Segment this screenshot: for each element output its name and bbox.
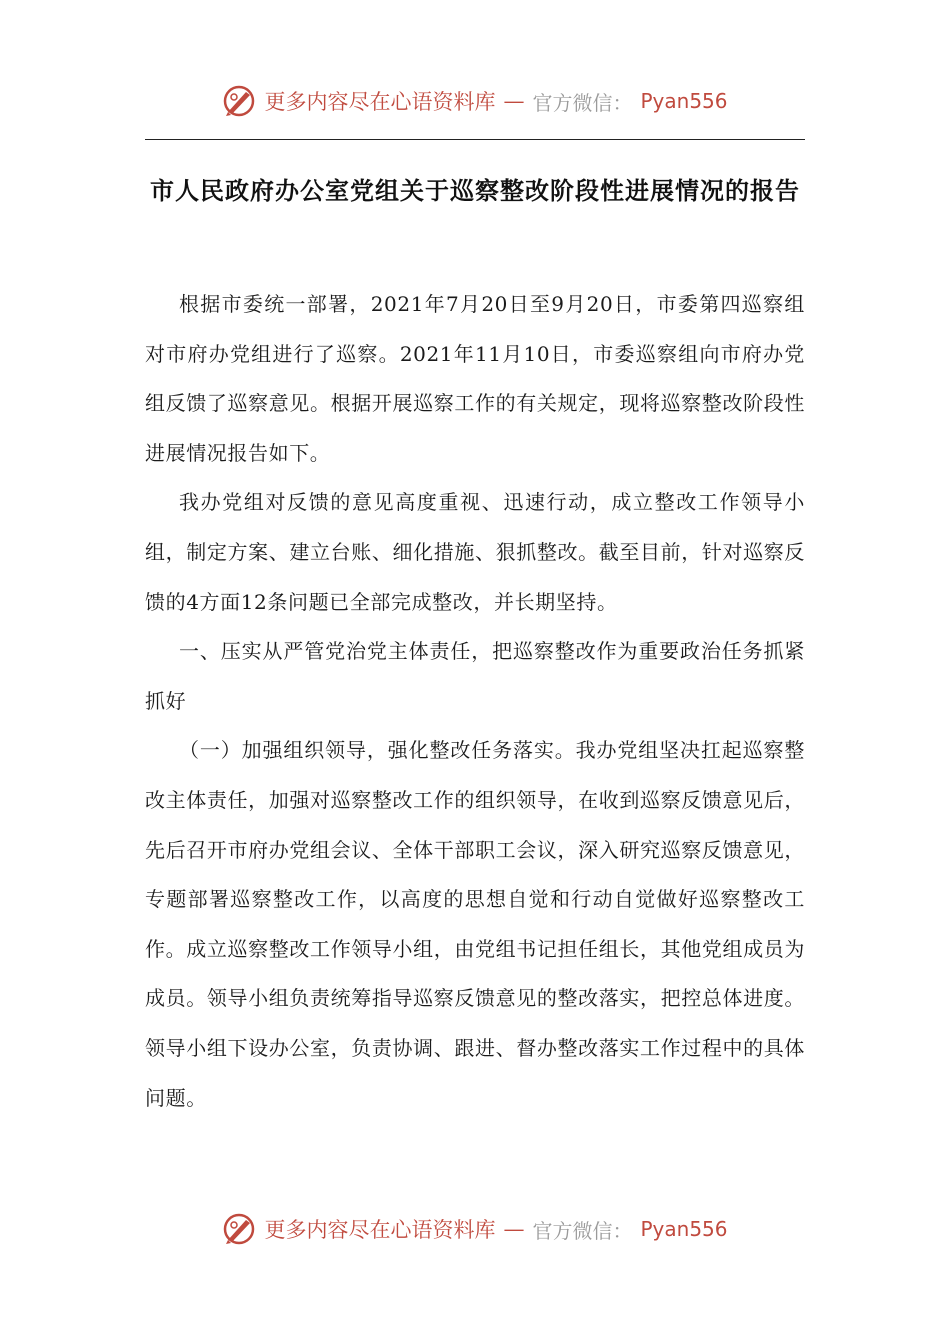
pen-circle-logo-icon [222, 84, 256, 118]
section-heading: 一、压实从严管党治党主体责任，把巡察整改作为重要政治任务抓紧抓好 [145, 639, 805, 713]
pen-circle-logo-icon [222, 1212, 256, 1246]
document-title: 市人民政府办公室党组关于巡察整改阶段性进展情况的报告 [150, 177, 800, 205]
paragraph: 根据市委统一部署，2021年7月20日至9月20日，市委第四巡察组对市府办党组进行了巡察。2021年11月10日，市委巡察组向市府办党组反馈了巡察意见。根据开展巡察工作的有关规定，现将巡察整改阶段性进展情况报告如下。 [145, 292, 805, 465]
watermark-contact-label: 官方微信： [532, 90, 633, 115]
watermark-contact-id: Pyan556 [640, 89, 728, 113]
watermark-contact-label: 官方微信： [532, 1218, 633, 1243]
watermark-dash: — [503, 89, 525, 113]
watermark-text: 更多内容尽在心语资料库 [264, 1218, 496, 1242]
watermark-text: 更多内容尽在心语资料库 [264, 90, 496, 114]
header-divider [145, 139, 805, 140]
paragraph: （一）加强组织领导，强化整改任务落实。我办党组坚决扛起巡察整改主体责任，加强对巡察整改工作的组织领导，在收到巡察反馈意见后，先后召开市府办党组会议、全体干部职工会议，深入研究巡察反馈意见，专题部署巡察整改工作，以高度的思想自觉和行动自觉做好巡察整改工作。成立巡察整改工作领导小组，由党组书记担任组长，其他党组成员为成员。领导小组负责统筹指导巡察反馈意见的整改落实，把控总体进度。领导小组下设办公室，负责协调、跟进、督办整改落实工作过程中的具体问题。 [145, 738, 805, 1110]
watermark-dash: — [503, 1217, 525, 1241]
header-watermark [0, 84, 950, 118]
footer-watermark [0, 1212, 950, 1246]
paragraph: 我办党组对反馈的意见高度重视、迅速行动，成立整改工作领导小组，制定方案、建立台账、细化措施、狠抓整改。截至目前，针对巡察反馈的4方面12条问题已全部完成整改，并长期坚持。 [145, 490, 805, 614]
watermark-contact-id: Pyan556 [640, 1217, 728, 1241]
document-body [145, 280, 805, 1123]
